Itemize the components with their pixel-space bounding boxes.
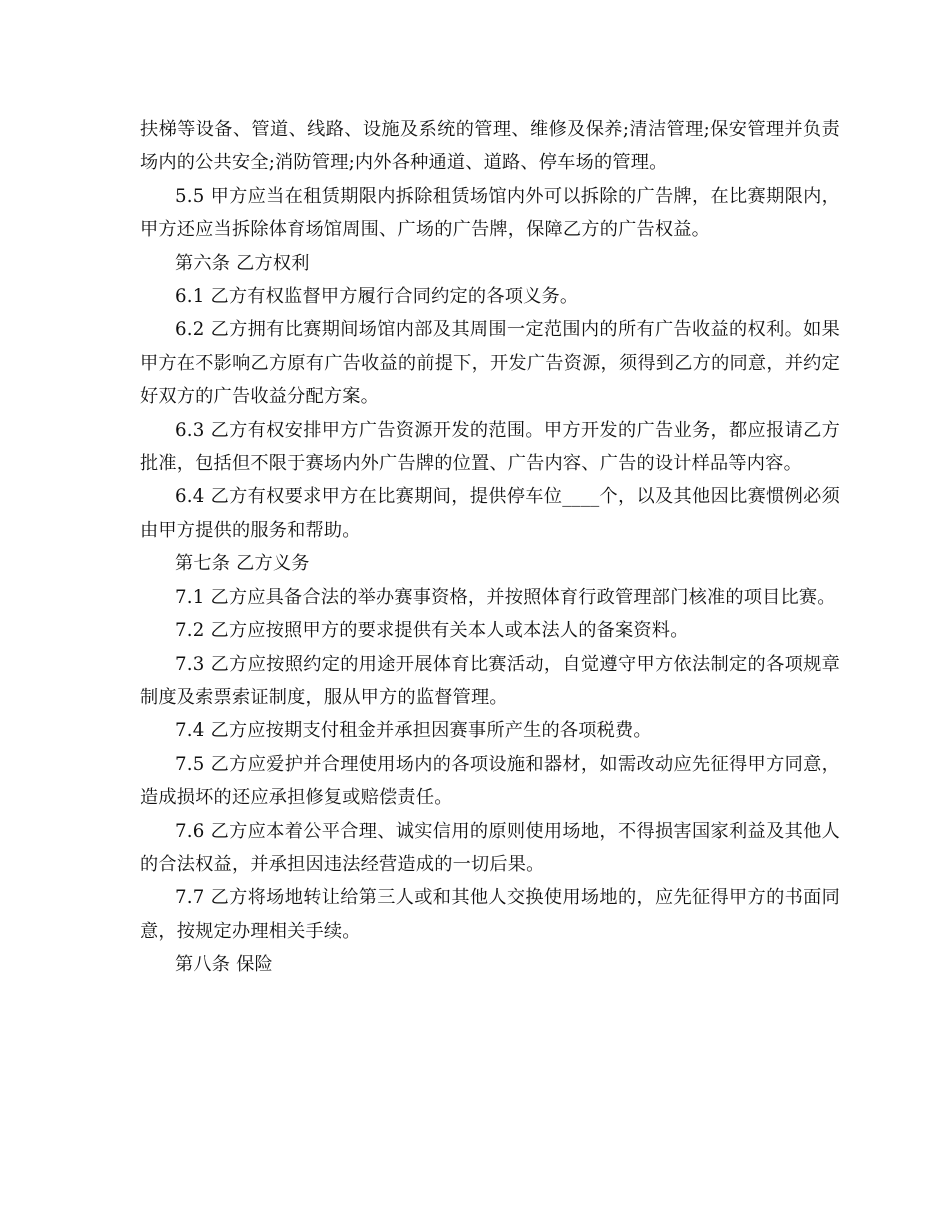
clause-6-4: 6.4 乙方有权要求甲方在比赛期间，提供停车位____个，以及其他因比赛惯例必须由甲方提供的服务和帮助。	[140, 486, 840, 541]
clause-6-3: 6.3 乙方有权安排甲方广告资源开发的范围。甲方开发的广告业务，都应报请乙方批准，包括但不限于赛场内外广告牌的位置、广告内容、广告的设计样品等内容。	[140, 419, 840, 475]
clause-6-1: 6.1 乙方有权监督甲方履行合同约定的各项义务。	[175, 286, 579, 308]
clause-5-5: 5.5 甲方应当在租赁期限内拆除租赁场馆内外可以拆除的广告牌，在比赛期限内，甲方还应当拆除体育场馆周围、广场的广告牌，保障乙方的广告权益。	[140, 185, 840, 241]
document-body	[140, 113, 840, 982]
clause-7-3: 7.3 乙方应按照约定的用途开展体育比赛活动，自觉遵守甲方依法制定的各项规章制度及索票索证制度，服从甲方的监督管理。	[140, 653, 840, 708]
article-6-heading: 第六条 乙方权利	[175, 252, 310, 274]
article-8-heading: 第八条 保险	[175, 954, 273, 976]
clause-7-7: 7.7 乙方将场地转让给第三人或和其他人交换使用场地的，应先征得甲方的书面同意，按规定办理相关手续。	[140, 887, 840, 942]
clause-7-6: 7.6 乙方应本着公平合理、诚实信用的原则使用场地，不得损害国家利益及其他人的合法权益，并承担因违法经营造成的一切后果。	[140, 820, 840, 875]
clause-6-2: 6.2 乙方拥有比赛期间场馆内部及其周围一定范围内的所有广告收益的权利。如果甲方在不影响乙方原有广告收益的前提下，开发广告资源，须得到乙方的同意，并约定好双方的广告收益分配方案。	[140, 319, 840, 408]
article-7-heading: 第七条 乙方义务	[175, 553, 310, 575]
clause-7-4: 7.4 乙方应按期支付租金并承担因赛事所产生的各项税费。	[175, 720, 652, 742]
clause-7-2: 7.2 乙方应按照甲方的要求提供有关本人或本法人的备案资料。	[175, 620, 689, 642]
paragraph-continuation: 扶梯等设备、管道、线路、设施及系统的管理、维修及保养;清洁管理;保安管理并负责场内的公共安全;消防管理;内外各种通道、道路、停车场的管理。	[140, 119, 840, 174]
clause-7-5: 7.5 乙方应爱护并合理使用场内的各项设施和器材，如需改动应先征得甲方同意，造成损坏的还应承担修复或赔偿责任。	[140, 753, 840, 809]
clause-7-1: 7.1 乙方应具备合法的举办赛事资格，并按照体育行政管理部门核准的项目比赛。	[175, 586, 836, 608]
